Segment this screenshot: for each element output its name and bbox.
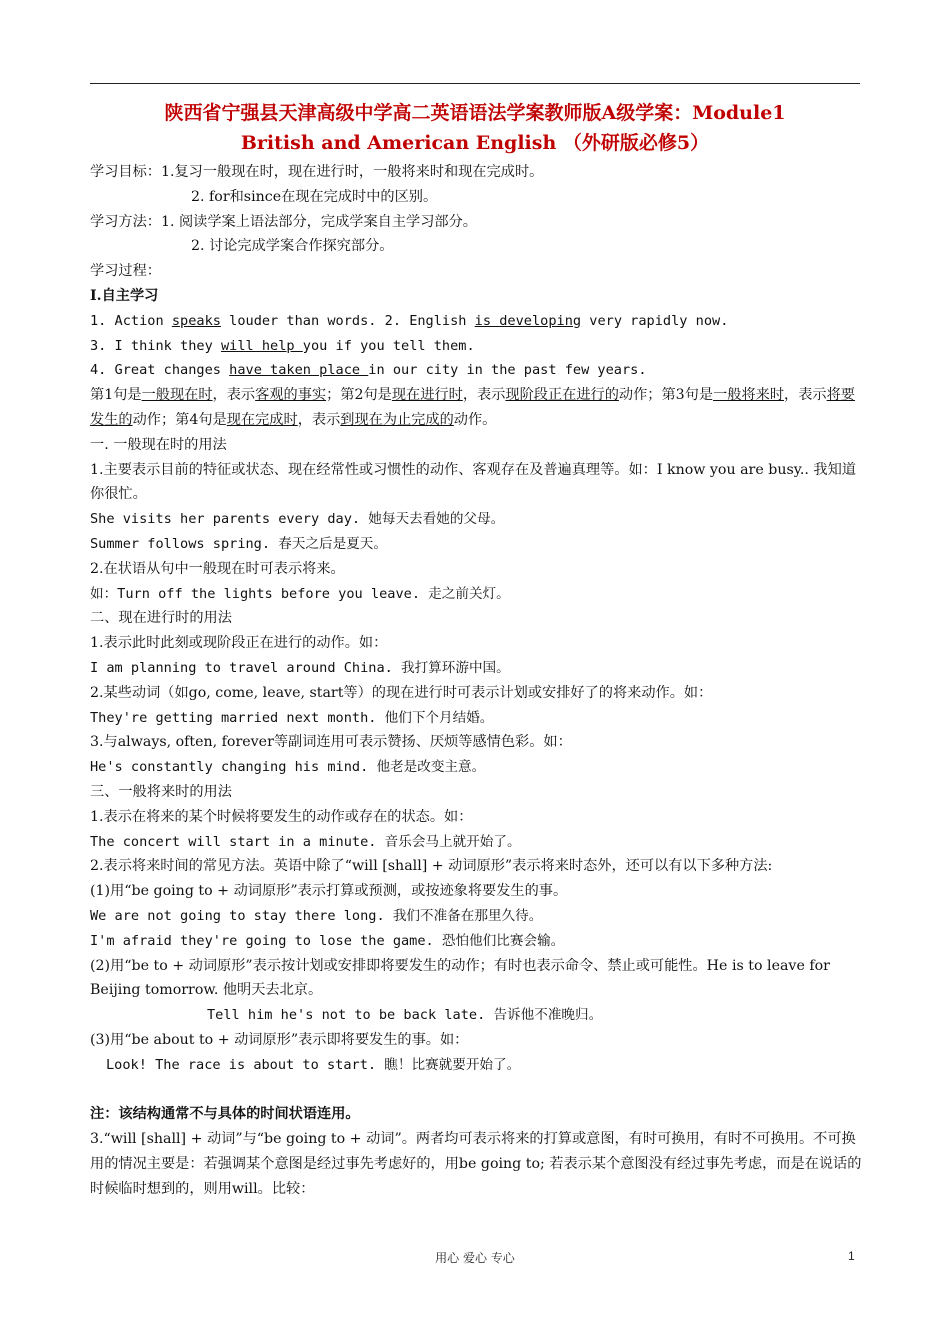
analysis-text: 动作；第3句是	[618, 387, 714, 404]
analysis-text: ，表示	[212, 387, 256, 404]
analysis-underline: 将要发生的	[90, 387, 855, 428]
ex3-underline: will help	[220, 337, 303, 354]
analysis-underline: 现在进行时	[391, 387, 463, 404]
example-line-3	[90, 334, 862, 359]
future-example-5: Look! The race is about to start. 瞧！比赛就要开始了。	[106, 1056, 521, 1073]
methods-line-1	[90, 210, 862, 235]
section-title-self-study: Ⅰ.自主学习	[90, 287, 159, 304]
future-simple-example-1: The concert will start in a minute. 音乐会马上就开始了。	[90, 833, 521, 850]
present-continuous-example-3: He's constantly changing his mind. 他老是改变主意。	[90, 759, 486, 776]
ex4-post: in our city in the past few years.	[368, 362, 647, 379]
ex3-pre: 3. I think they	[90, 337, 221, 354]
analysis-text: ，表示	[784, 387, 827, 404]
page-number: 1	[848, 1249, 855, 1263]
spacer	[90, 1077, 862, 1102]
header-rule	[90, 83, 860, 84]
analysis-text: ；第2句是	[326, 387, 392, 404]
objective-1: 1.复习一般现在时，现在进行时，一般将来时和现在完成时。	[160, 164, 544, 180]
document-body	[90, 160, 862, 1201]
analysis-text: 动作；第4句是	[132, 411, 227, 428]
ex1-pre: 1. Action	[90, 312, 172, 329]
example-line-1-2	[90, 309, 862, 334]
document-title	[90, 98, 860, 158]
methods-label: 学习方法：	[90, 213, 161, 230]
process-label: 学习过程：	[90, 263, 161, 280]
future-method-1: (1)用“be going to + 动词原形”表示打算或预测，或按迹象将要发生的事。	[90, 883, 568, 900]
note-line: 注：该结构通常不与具体的时间状语连用。	[90, 1106, 360, 1123]
objective-2: 2. for和since在现在完成时中的区别。	[191, 188, 438, 205]
analysis-underline: 现阶段正在进行的	[505, 387, 619, 404]
future-example-4: Tell him he's not to be back late. 告诉他不准晚归。	[207, 1007, 603, 1024]
present-simple-heading: 一. 一般现在时的用法	[90, 436, 227, 453]
analysis-underline: 到现在为止完成的	[340, 411, 454, 428]
title-line-2: British and American English （外研版必修5）	[240, 132, 710, 154]
ex1-post: louder than words. 2. English	[220, 312, 475, 329]
present-simple-example-3: 如：Turn off the lights before you leave. 走之前关灯。	[90, 585, 510, 602]
analysis-text: ，表示	[462, 387, 506, 404]
future-simple-rule-1: 1.表示在将来的某个时候将要发生的动作或存在的状态。如：	[90, 808, 473, 825]
present-simple-rule-1: 1.主要表示目前的特征或状态、现在经常性或习惯性的动作、客观存在及普遍真理等。如：I know you are busy.. 我知道你很忙。	[90, 461, 856, 503]
objectives-line-1	[90, 160, 862, 185]
present-continuous-rule-3: 3.与always, often, forever等副词连用可表示赞扬、厌烦等感情色彩。如：	[90, 734, 572, 751]
ex2-underline: is developing	[474, 312, 582, 329]
ex3-post: you if you tell them.	[302, 337, 475, 354]
analysis-paragraph	[90, 383, 862, 433]
analysis-underline: 客观的事实	[255, 387, 327, 404]
present-continuous-example-1: I am planning to travel around China. 我打算环游中国。	[90, 659, 510, 676]
ex4-pre: 4. Great changes	[90, 362, 230, 379]
method-2: 2. 讨论完成学案合作探究部分。	[191, 238, 394, 255]
page-footer: 用心 爱心 专心	[435, 1251, 515, 1265]
analysis-text: 动作。	[453, 411, 497, 428]
future-simple-rule-2: 2.表示将来时间的常见方法。英语中除了“will [shall] + 动词原形”表示将来时态外，还可以有以下多种方法:	[90, 858, 773, 875]
comparison-paragraph: 3.“will [shall] + 动词”与“be going to + 动词”。两者均可表示将来的打算或意图，有时可换用，有时不可换用。不可换用的情况主要是：若强调某个意图是经过事先考虑好的，用be going to; 若表示某个意图没有经过事先考虑，而是在说话的时候临时想到的，则用will。比较：	[90, 1131, 862, 1197]
present-simple-example-1: She visits her parents every day. 她每天去看她的父母。	[90, 511, 505, 528]
present-continuous-heading: 二、现在进行时的用法	[90, 610, 232, 627]
objectives-label: 学习目标：	[90, 164, 161, 180]
future-example-3: I'm afraid they're going to lose the game. 恐怕他们比赛会输。	[90, 932, 565, 949]
ex2-post: very rapidly now.	[581, 312, 729, 329]
analysis-underline: 现在完成时	[226, 411, 298, 428]
present-simple-rule-2: 2.在状语从句中一般现在时可表示将来。	[90, 560, 345, 577]
present-continuous-rule-1: 1.表示此时此刻或现阶段正在进行的动作。如：	[90, 635, 388, 652]
method-1: 1. 阅读学案上语法部分，完成学案自主学习部分。	[160, 213, 477, 230]
analysis-text: 第1句是	[90, 387, 142, 404]
ex4-underline: have taken place	[229, 362, 369, 379]
example-line-4	[90, 358, 862, 383]
analysis-underline: 一般将来时	[713, 387, 785, 404]
title-line-1: 陕西省宁强县天津高级中学高二英语语法学案教师版A级学案：Module1	[164, 102, 786, 124]
ex1-underline: speaks	[171, 312, 221, 329]
analysis-text: ，表示	[297, 411, 341, 428]
present-continuous-rule-2: 2.某些动词（如go, come, leave, start等）的现在进行时可表示计划或安排好了的将来动作。如：	[90, 684, 713, 701]
future-simple-heading: 三、一般将来时的用法	[90, 783, 232, 800]
future-method-3: (3)用“be about to + 动词原形”表示即将要发生的事。如：	[90, 1031, 469, 1048]
future-example-2: We are not going to stay there long. 我们不准备在那里久待。	[90, 907, 543, 924]
present-continuous-example-2: They're getting married next month. 他们下个月结婚。	[90, 709, 494, 726]
analysis-underline: 一般现在时	[141, 387, 213, 404]
future-method-2: (2)用“be to + 动词原形”表示按计划或安排即将要发生的动作；有时也表示命令、禁止或可能性。He is to leave for Beijing tomorrow. 他明天去北京。	[90, 957, 830, 999]
present-simple-example-2: Summer follows spring. 春天之后是夏天。	[90, 535, 387, 552]
